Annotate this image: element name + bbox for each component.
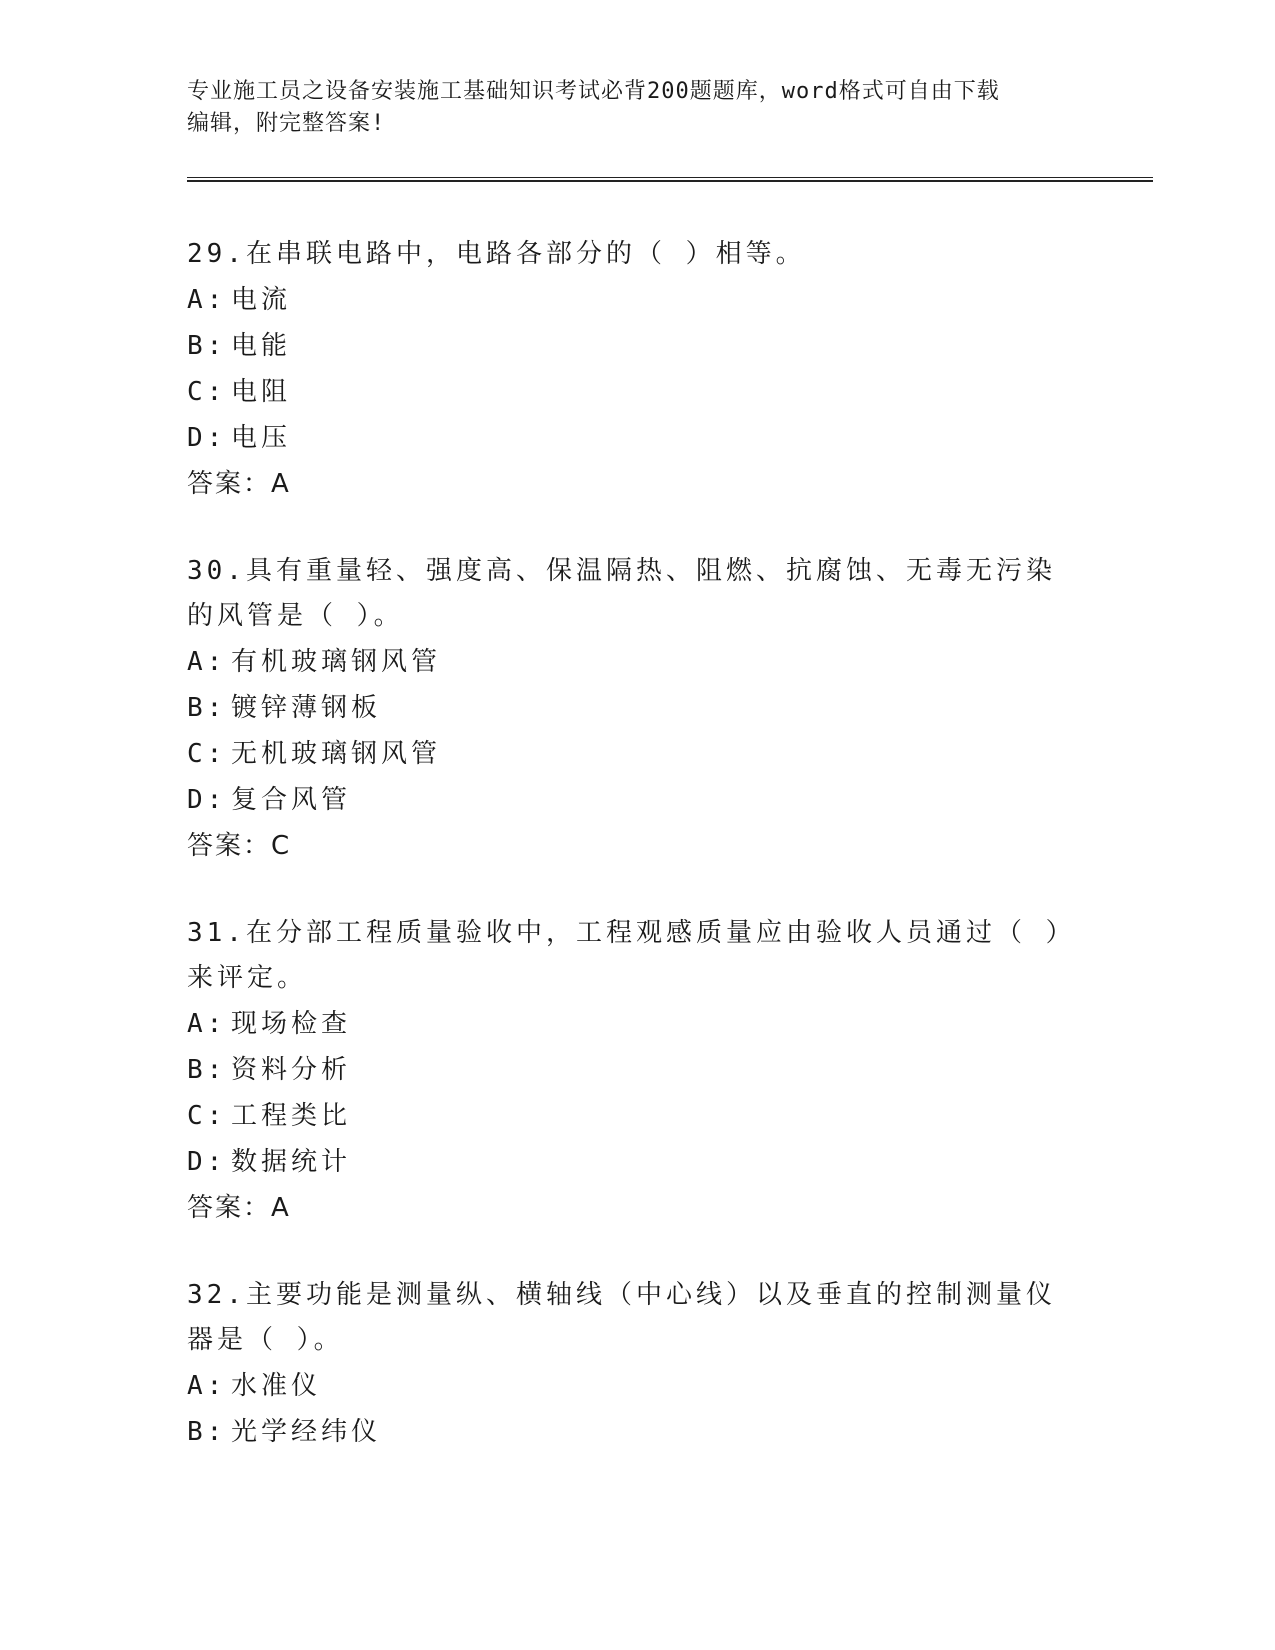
option-text: 电流 <box>231 285 292 315</box>
option-c <box>187 731 1067 777</box>
header-line-1: 专业施工员之设备安装施工基础知识考试必背200题题库，word格式可自由下载 <box>187 79 1000 104</box>
answer-line: 答案：A <box>187 1193 291 1223</box>
option-c <box>187 369 1067 415</box>
option-d <box>187 1139 1067 1185</box>
option-text: 有机玻璃钢风管 <box>231 647 442 677</box>
option-key: D: <box>187 423 227 453</box>
question-32 <box>187 1273 1067 1455</box>
option-key: D: <box>187 1147 227 1177</box>
option-b <box>187 685 1067 731</box>
option-text: 现场检查 <box>231 1009 352 1039</box>
option-text: 电阻 <box>231 377 292 407</box>
question-stem: 31.在分部工程质量验收中，工程观感质量应由验收人员通过（ ）来评定。 <box>187 918 1063 993</box>
option-key: D: <box>187 785 227 815</box>
option-text: 工程类比 <box>231 1101 352 1131</box>
option-d <box>187 777 1067 823</box>
option-key: A: <box>187 285 227 315</box>
question-list <box>187 232 1067 1497</box>
option-a <box>187 1363 1067 1409</box>
document-header <box>187 76 1067 140</box>
option-key: C: <box>187 377 227 407</box>
option-key: A: <box>187 1009 227 1039</box>
option-text: 镀锌薄钢板 <box>231 693 382 723</box>
option-key: C: <box>187 739 227 769</box>
option-text: 电压 <box>231 423 292 453</box>
option-text: 数据统计 <box>231 1147 352 1177</box>
question-30 <box>187 549 1067 869</box>
option-key: B: <box>187 693 227 723</box>
option-text: 无机玻璃钢风管 <box>231 739 442 769</box>
header-line-2: 编辑，附完整答案! <box>187 111 386 136</box>
question-31 <box>187 911 1067 1231</box>
option-text: 复合风管 <box>231 785 352 815</box>
option-a <box>187 277 1067 323</box>
question-stem: 30.具有重量轻、强度高、保温隔热、阻燃、抗腐蚀、无毒无污染的风管是（ ）。 <box>187 556 1056 631</box>
answer-line: 答案：A <box>187 469 291 499</box>
option-c <box>187 1093 1067 1139</box>
question-29 <box>187 232 1067 507</box>
option-key: A: <box>187 647 227 677</box>
option-b <box>187 1409 1067 1455</box>
question-stem: 29.在串联电路中，电路各部分的（ ）相等。 <box>187 239 806 269</box>
option-b <box>187 1047 1067 1093</box>
option-key: C: <box>187 1101 227 1131</box>
option-key: B: <box>187 1417 227 1447</box>
option-text: 资料分析 <box>231 1055 352 1085</box>
option-key: A: <box>187 1371 227 1401</box>
option-d <box>187 415 1067 461</box>
option-text: 电能 <box>231 331 292 361</box>
option-a <box>187 639 1067 685</box>
option-text: 光学经纬仪 <box>231 1417 382 1447</box>
option-b <box>187 323 1067 369</box>
header-divider <box>187 177 1153 182</box>
answer-line: 答案：C <box>187 831 292 861</box>
option-text: 水准仪 <box>231 1371 322 1401</box>
option-key: B: <box>187 1055 227 1085</box>
option-key: B: <box>187 331 227 361</box>
option-a <box>187 1001 1067 1047</box>
question-stem: 32.主要功能是测量纵、横轴线（中心线）以及垂直的控制测量仪器是（ ）。 <box>187 1280 1056 1355</box>
